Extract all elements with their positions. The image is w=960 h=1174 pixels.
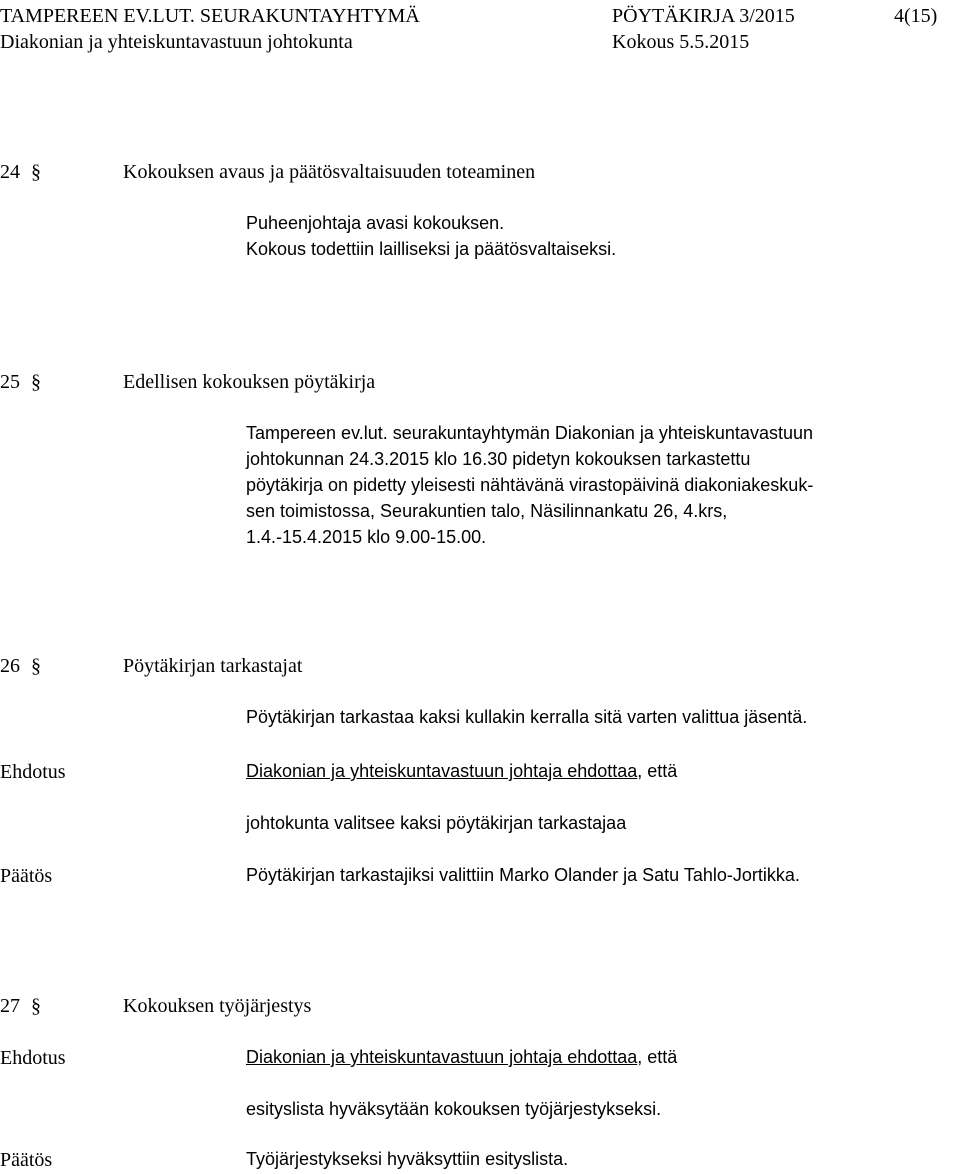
section-27-heading [0, 994, 41, 1018]
paragraph-line: johtokunnan 24.3.2015 klo 16.30 pidetyn kokouksen tarkastettu [246, 449, 751, 469]
header-committee: Diakonian ja yhteiskuntavastuun johtokunta [0, 31, 353, 53]
ehdotus-proposer: Diakonian ja yhteiskuntavastuun johtaja ehdottaa [246, 1047, 638, 1067]
ehdotus-text: esityslista hyväksytään kokouksen työjärjestykseksi. [246, 1099, 662, 1119]
section-25-body [246, 420, 926, 550]
section-symbol-icon: § [31, 655, 41, 677]
section-title: Kokouksen avaus ja päätösvaltaisuuden toteaminen [123, 161, 536, 183]
section-number: 25 [0, 371, 20, 393]
section-number: 26 [0, 655, 20, 677]
section-24-heading [0, 160, 41, 184]
paatos-text: Työjärjestykseksi hyväksyttiin esityslista. [246, 1149, 569, 1169]
paragraph-line: Kokous todettiin lailliseksi ja päätösvaltaiseksi. [246, 239, 617, 259]
ehdotus-tail: , että [637, 761, 678, 781]
header-page-number: 4(15) [894, 5, 938, 27]
ehdotus-line [246, 758, 677, 784]
section-number: 24 [0, 161, 20, 183]
paatos-label: Päätös [0, 865, 53, 887]
paragraph-line: sen toimistossa, Seurakuntien talo, Näsilinnankatu 26, 4.krs, [246, 501, 728, 521]
section-title: Edellisen kokouksen pöytäkirja [123, 371, 376, 393]
section-24-body [246, 210, 926, 262]
ehdotus-proposer: Diakonian ja yhteiskuntavastuun johtaja ehdottaa [246, 761, 638, 781]
header-meeting-date: Kokous 5.5.2015 [612, 31, 750, 53]
paatos-label: Päätös [0, 1149, 53, 1171]
header-org: TAMPEREEN EV.LUT. SEURAKUNTAYHTYMÄ [0, 5, 420, 27]
header-doc-number: PÖYTÄKIRJA 3/2015 [612, 5, 795, 27]
paatos-text: Pöytäkirjan tarkastajiksi valittiin Marko Olander ja Satu Tahlo-Jortikka. [246, 865, 800, 885]
section-number: 27 [0, 995, 20, 1017]
ehdotus-line [246, 1044, 677, 1070]
paragraph-line: Tampereen ev.lut. seurakuntayhtymän Diakonian ja yhteiskuntavastuun [246, 423, 813, 443]
ehdotus-tail: , että [637, 1047, 678, 1067]
paragraph-line: Puheenjohtaja avasi kokouksen. [246, 213, 505, 233]
section-25-heading [0, 370, 41, 394]
paragraph-line: pöytäkirja on pidetty yleisesti nähtävänä virastopäivinä diakoniakeskuk- [246, 475, 814, 495]
section-symbol-icon: § [31, 161, 41, 183]
section-symbol-icon: § [31, 995, 41, 1017]
paragraph-line: 1.4.-15.4.2015 klo 9.00-15.00. [246, 527, 487, 547]
section-title: Kokouksen työjärjestys [123, 995, 312, 1017]
section-26-intro: Pöytäkirjan tarkastaa kaksi kullakin kerralla sitä varten valittua jäsentä. [246, 707, 808, 727]
ehdotus-text: johtokunta valitsee kaksi pöytäkirjan tarkastajaa [246, 813, 627, 833]
section-26-heading [0, 654, 41, 678]
ehdotus-label: Ehdotus [0, 761, 66, 783]
section-title: Pöytäkirjan tarkastajat [123, 655, 303, 677]
section-symbol-icon: § [31, 371, 41, 393]
ehdotus-label: Ehdotus [0, 1047, 66, 1069]
